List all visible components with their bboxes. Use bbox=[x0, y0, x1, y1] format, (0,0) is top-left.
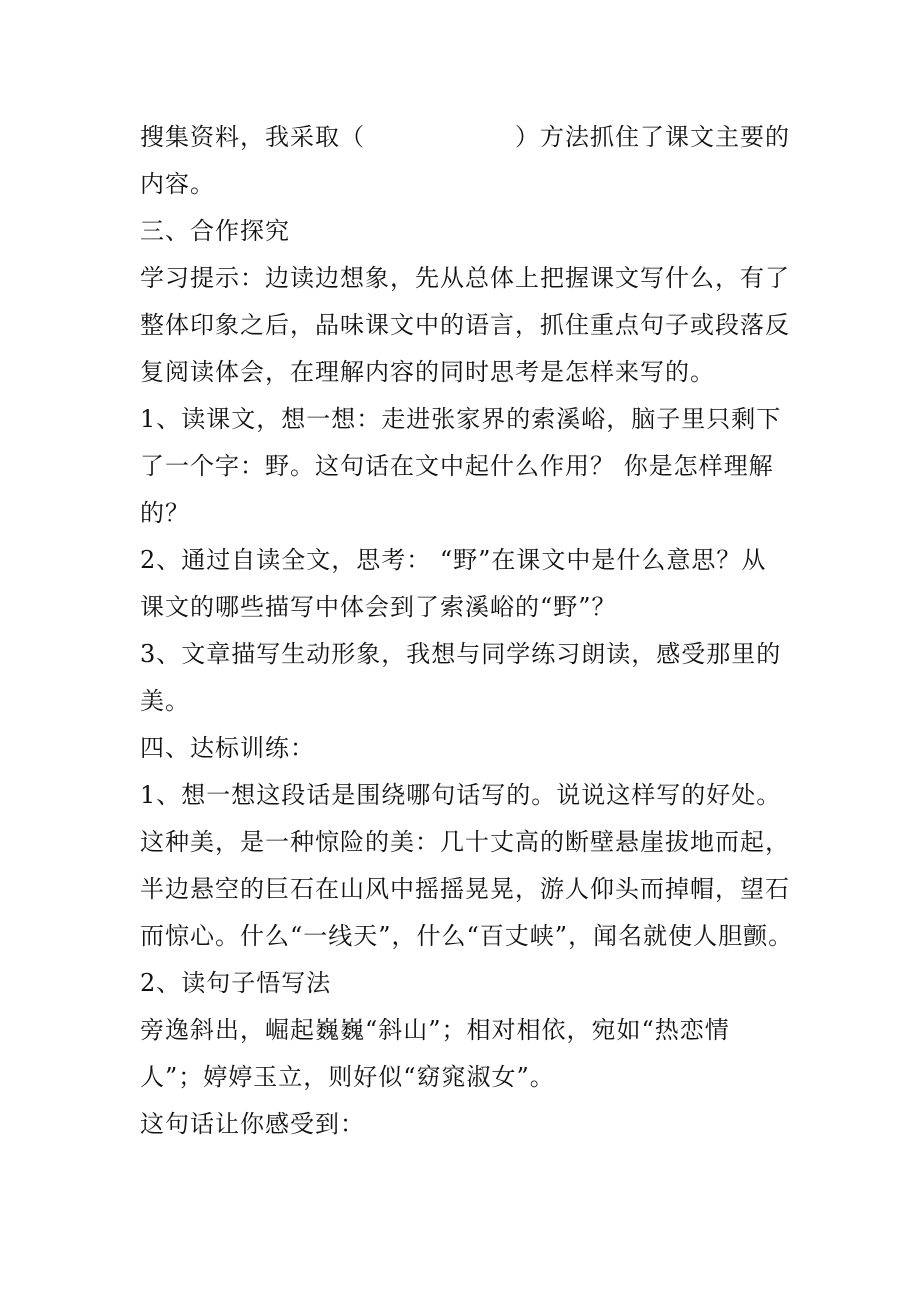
exercise-1-line: 1、想一想这段话是围绕哪句话写的。说说这样写的好处。 bbox=[140, 781, 782, 809]
text-line: 学习提示：边读边想象，先从总体上把握课文写什么，有了 bbox=[140, 264, 790, 292]
section-heading-4: 四、达标训练： bbox=[140, 734, 315, 762]
passage-line: 这种美，是一种惊险的美：几十丈高的断壁悬崖拔地而起， bbox=[140, 828, 790, 856]
passage-line: 而惊心。什么“一线天”，什么“百丈峡”，闻名就使人胆颤。 bbox=[140, 922, 794, 950]
text-segment: ）方法抓住了课文主要的 bbox=[515, 123, 790, 151]
text-segment: 搜集资料，我采取（ bbox=[140, 123, 365, 151]
question-1-line: 了一个字：野。这句话在文中起什么作用？ 你是怎样理解 bbox=[140, 452, 774, 480]
question-1-line: 1、读课文，想一想：走进张家界的索溪峪，脑子里只剩下 bbox=[140, 405, 782, 433]
passage-line: 旁逸斜出，崛起巍巍“斜山”；相对相依，宛如“热恋情 bbox=[140, 1016, 730, 1044]
question-3-line: 3、文章描写生动形象，我想与同学练习朗读，感受那里的 bbox=[140, 640, 782, 668]
question-1-line: 的？ bbox=[140, 499, 190, 527]
question-2-line: 2、通过自读全文，思考： “野”在课文中是什么意思？从 bbox=[140, 546, 767, 574]
prompt-line: 这句话让你感受到： bbox=[140, 1110, 365, 1138]
text-line: 整体印象之后，品味课文中的语言，抓住重点句子或段落反 bbox=[140, 311, 790, 339]
question-2-line: 课文的哪些描写中体会到了索溪峪的“野”？ bbox=[140, 593, 617, 621]
text-line: 内容。 bbox=[140, 170, 215, 198]
passage-line: 半边悬空的巨石在山风中摇摇晃晃，游人仰头而掉帽，望石 bbox=[140, 875, 790, 903]
exercise-2-line: 2、读句子悟写法 bbox=[140, 969, 332, 997]
section-heading-3: 三、合作探究 bbox=[140, 217, 290, 245]
text-line: 复阅读体会，在理解内容的同时思考是怎样来写的。 bbox=[140, 358, 715, 386]
document-page bbox=[140, 114, 794, 1148]
text-line-with-blank bbox=[140, 114, 790, 161]
passage-line: 人”；婷婷玉立，则好似“窈窕淑女”。 bbox=[140, 1063, 555, 1091]
question-3-line: 美。 bbox=[140, 687, 190, 715]
